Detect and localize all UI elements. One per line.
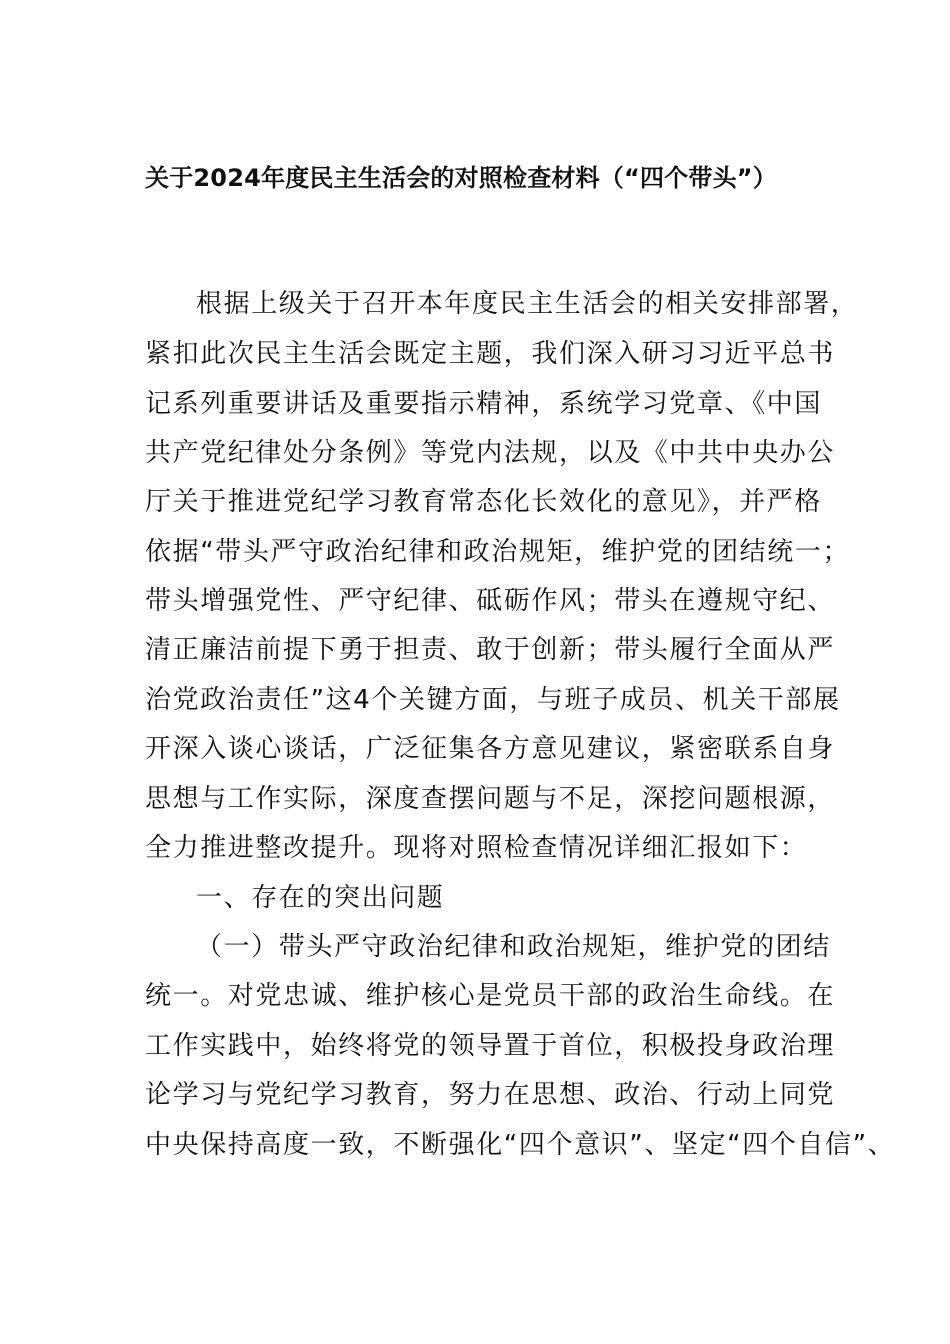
body-line: 记系列重要讲话及重要指示精神，系统学习党章、《中国 bbox=[145, 389, 823, 419]
document-title: 关于2024年度民主生活会的对照检查材料（“四个带头”） bbox=[145, 164, 777, 192]
body-line: 论学习与党纪学习教育，努力在思想、政治、行动上同党 bbox=[145, 1080, 836, 1110]
body-line: 厅关于推进党纪学习教育常态化长效化的意见》，并严格 bbox=[145, 487, 823, 517]
body-line: 带头增强党性、严守纪律、砥砺作风；带头在遵规守纪、 bbox=[145, 586, 836, 616]
subsection-heading-line: （一）带头严守政治纪律和政治规矩，维护党的团结 bbox=[196, 932, 831, 962]
body-line: 依据“带头严守政治纪律和政治规矩，维护党的团结统一； bbox=[145, 537, 851, 567]
body-line: 紧扣此次民主生活会既定主题，我们深入研习习近平总书 bbox=[145, 339, 836, 369]
body-line: 思想与工作实际，深度查摆问题与不足，深挖问题根源， bbox=[145, 784, 836, 814]
body-line: 清正廉洁前提下勇于担责、敢于创新；带头履行全面从严 bbox=[145, 635, 836, 665]
section-heading: 一、存在的突出问题 bbox=[196, 883, 445, 913]
body-line: 全力推进整改提升。现将对照检查情况详细汇报如下： bbox=[145, 833, 808, 863]
body-line: 中央保持高度一致，不断强化“四个意识”、坚定“四个自信”、 bbox=[145, 1130, 896, 1160]
body-line: 治党政治责任”这4个关键方面，与班子成员、机关干部展 bbox=[145, 685, 841, 715]
body-line: 统一。对党忠诚、维护核心是党员干部的政治生命线。在 bbox=[145, 981, 836, 1011]
body-line: 共产党纪律处分条例》等党内法规，以及《中共中央办公 bbox=[145, 438, 836, 468]
body-line: 工作实践中，始终将党的领导置于首位，积极投身政治理 bbox=[145, 1031, 836, 1061]
body-line: 根据上级关于召开本年度民主生活会的相关安排部署， bbox=[196, 289, 859, 319]
body-line: 开深入谈心谈话，广泛征集各方意见建议，紧密联系自身 bbox=[145, 734, 836, 764]
